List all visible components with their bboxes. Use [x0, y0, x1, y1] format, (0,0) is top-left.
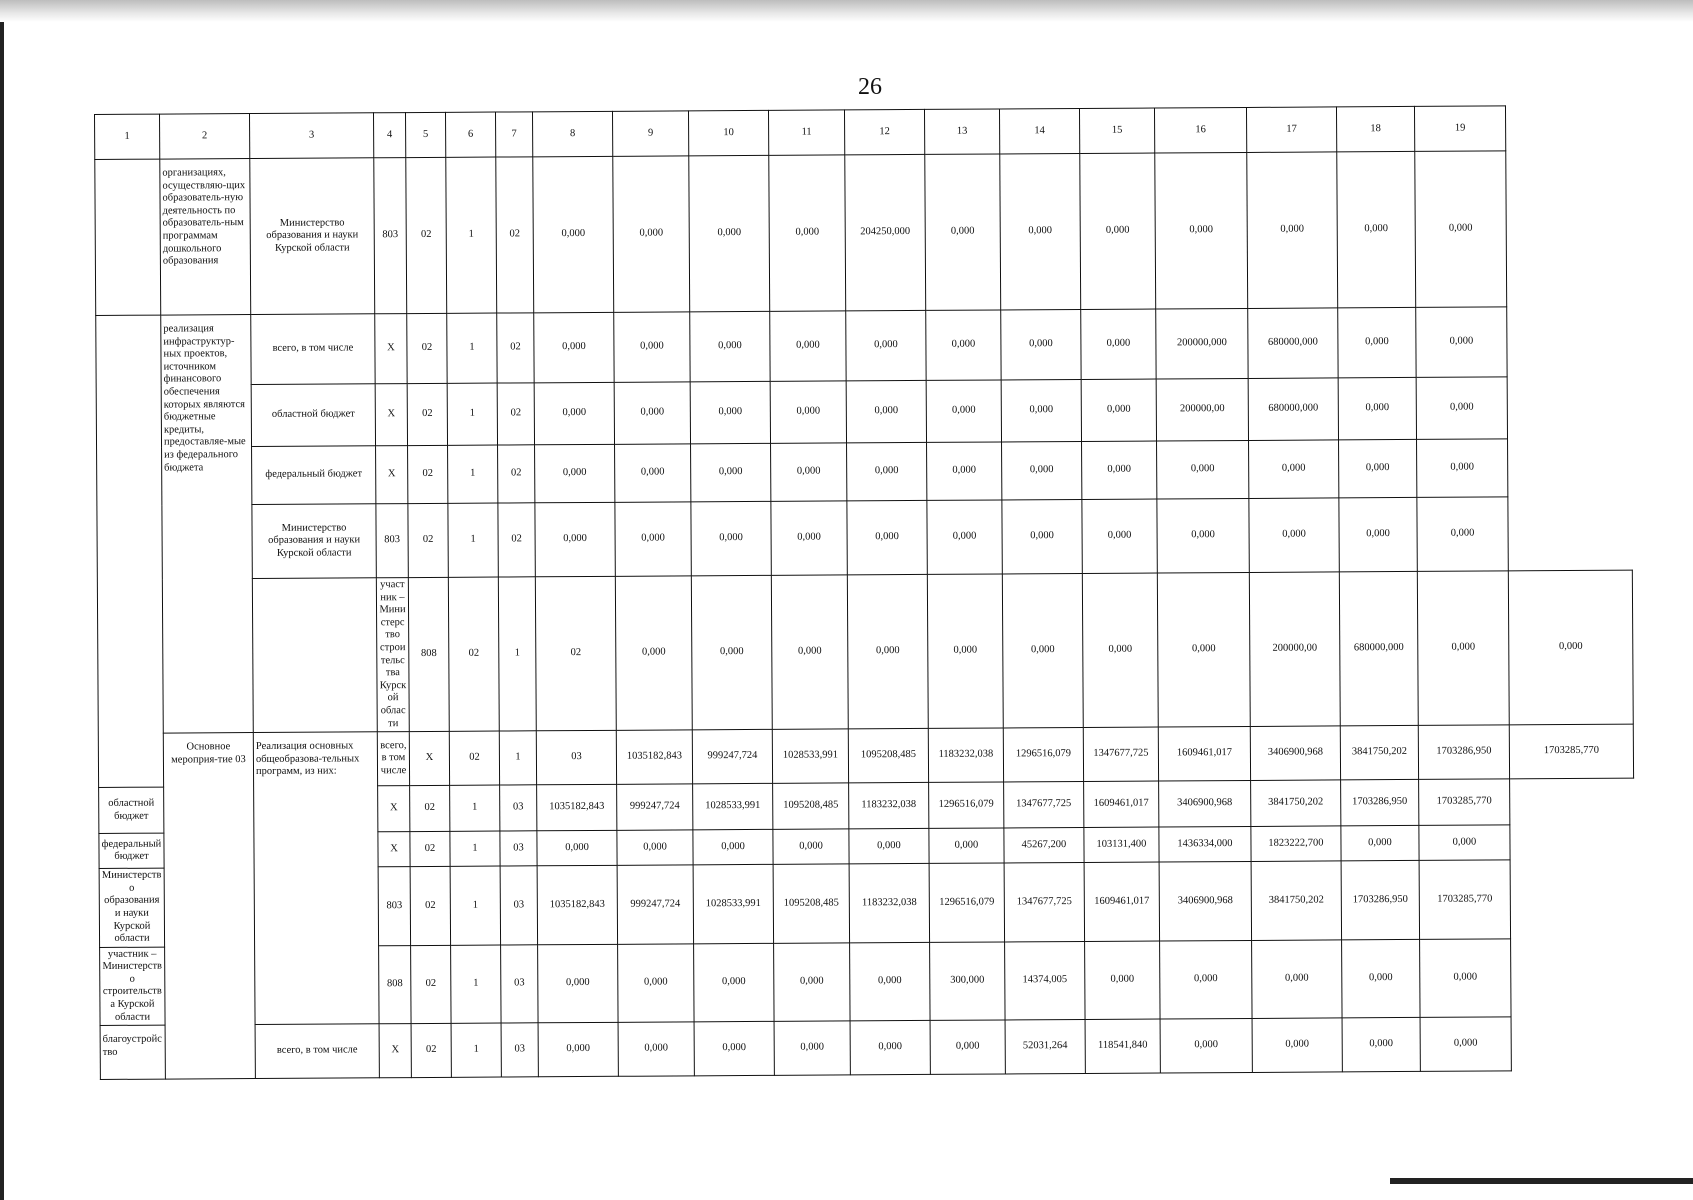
value-cell: 1703286,950 [1418, 725, 1509, 780]
code-cell: 03 [536, 730, 616, 784]
header-cell: 1 [95, 114, 160, 159]
value-cell: 0,000 [930, 1020, 1005, 1074]
value-cell: 0,000 [1160, 1019, 1252, 1074]
source-cell: Министерство образования и науки Курской области [99, 868, 164, 947]
table-row [95, 150, 1631, 315]
value-cell: 0,000 [534, 382, 614, 444]
source-cell: всего, в том числе [377, 732, 409, 786]
code-cell: 1 [447, 383, 497, 445]
header-cell: 19 [1414, 106, 1505, 152]
code-cell: 02 [411, 1024, 451, 1078]
measure-name-cell: благоустройство [100, 1025, 165, 1079]
value-cell: 200000,00 [1156, 378, 1248, 441]
code-cell: 02 [411, 945, 451, 1024]
table-row [97, 496, 1632, 579]
code-cell: 02 [496, 157, 534, 313]
value-cell: 3841750,202 [1340, 726, 1418, 780]
header-cell: 17 [1246, 107, 1336, 153]
code-cell: Х [409, 731, 449, 785]
value-cell: 0,000 [534, 312, 614, 382]
value-cell: 0,000 [1082, 441, 1157, 499]
value-cell: 1296516,079 [1003, 728, 1083, 782]
header-cell: 7 [495, 112, 532, 157]
value-cell: 1183232,038 [849, 783, 929, 829]
value-cell: 0,000 [773, 829, 849, 864]
value-cell: 0,000 [1342, 1018, 1420, 1072]
value-cell: 0,000 [1338, 307, 1416, 377]
value-cell: 1347677,725 [1083, 727, 1158, 781]
code-cell: 808 [408, 577, 449, 731]
value-cell: 1035182,843 [537, 865, 617, 944]
code-cell: 1 [448, 445, 498, 503]
code-cell: 02 [497, 383, 534, 445]
code-cell: 02 [497, 313, 534, 383]
code-cell: 02 [410, 866, 450, 945]
value-cell: 0,000 [537, 830, 617, 865]
value-cell: 0,000 [849, 829, 929, 864]
code-cell: 02 [410, 785, 450, 831]
value-cell: 0,000 [846, 380, 926, 442]
value-cell: 0,000 [535, 502, 615, 576]
code-cell: 02 [535, 576, 616, 731]
value-cell: 0,000 [774, 1021, 850, 1075]
value-cell: 0,000 [927, 574, 1003, 729]
value-cell: 0,000 [1417, 497, 1508, 572]
value-cell: 0,000 [535, 444, 615, 502]
scan-border-top [0, 0, 1693, 22]
value-cell: 680000,000 [1248, 378, 1338, 441]
value-cell: 1823222,700 [1251, 826, 1341, 862]
value-cell: 0,000 [1082, 499, 1157, 573]
value-cell: 0,000 [615, 576, 692, 731]
value-cell: 0,000 [1339, 439, 1417, 497]
value-cell: 0,000 [847, 500, 927, 574]
value-cell: 0,000 [694, 1022, 774, 1076]
table-row [96, 306, 1631, 385]
value-cell: 0,000 [1416, 307, 1507, 378]
source-cell: федеральный бюджет [99, 833, 164, 868]
code-cell: 02 [449, 731, 499, 785]
value-cell: 0,000 [1000, 153, 1081, 309]
value-cell: 0,000 [614, 312, 690, 382]
code-cell: 1 [450, 831, 500, 866]
value-cell: 0,000 [850, 942, 930, 1021]
source-cell: участник – Министерство строительства Курской области [100, 947, 165, 1026]
code-cell: Х [378, 832, 410, 867]
value-cell: 0,000 [691, 443, 771, 501]
value-cell: 1095208,485 [773, 864, 849, 943]
value-cell: 0,000 [770, 311, 846, 381]
code-cell: 02 [408, 445, 448, 503]
value-cell: 0,000 [1002, 573, 1083, 728]
value-cell: 0,000 [1085, 941, 1160, 1020]
value-cell: 0,000 [1081, 309, 1156, 379]
source-cell: всего, в том числе [251, 314, 375, 385]
header-cell: 10 [688, 110, 768, 155]
code-cell: Х [378, 786, 410, 832]
value-cell: 0,000 [1081, 379, 1156, 441]
value-cell: 0,000 [850, 1021, 930, 1075]
value-cell: 0,000 [1001, 309, 1081, 379]
value-cell: 0,000 [1082, 573, 1158, 728]
header-cell: 14 [999, 108, 1079, 153]
measure-name-cell: организациях, осуществляю-щих образователь-ную деятельность по образователь-ным программам дошкольного образования [160, 159, 251, 316]
value-cell: 3841750,202 [1251, 780, 1341, 827]
value-cell: 0,000 [618, 1022, 694, 1076]
value-cell: 0,000 [1339, 497, 1417, 571]
value-cell: 45267,200 [1004, 828, 1084, 863]
value-cell: 200000,00 [1249, 572, 1340, 727]
header-cell: 11 [768, 110, 844, 155]
value-cell: 1703285,770 [1419, 779, 1510, 826]
code-cell: 03 [501, 1023, 538, 1077]
header-cell: 6 [445, 112, 495, 157]
value-cell: 0,000 [1252, 940, 1342, 1019]
header-cell: 12 [844, 109, 924, 154]
code-cell: 02 [407, 383, 447, 445]
value-cell: 1609461,017 [1084, 781, 1159, 827]
value-cell: 0,000 [1417, 439, 1508, 498]
value-cell: 1183232,038 [928, 728, 1003, 782]
value-cell: 0,000 [769, 155, 846, 311]
source-cell: участник – Министерство строительства Курской области [376, 578, 409, 732]
value-cell: 14374,005 [1005, 941, 1085, 1020]
value-cell: 0,000 [690, 381, 770, 443]
value-cell: 0,000 [1416, 377, 1507, 440]
value-cell: 0,000 [1338, 377, 1416, 439]
header-cell: 3 [250, 113, 374, 159]
value-cell: 0,000 [1252, 1018, 1342, 1073]
value-cell: 0,000 [1155, 152, 1248, 309]
value-cell: 0,000 [615, 444, 691, 502]
value-cell: 999247,724 [692, 729, 772, 783]
value-cell: 0,000 [613, 156, 690, 312]
value-cell: 0,000 [691, 501, 771, 575]
value-cell: 200000,000 [1156, 308, 1248, 379]
value-cell: 0,000 [1080, 153, 1156, 309]
code-cell: Х [375, 314, 407, 384]
value-cell: 1436334,000 [1159, 827, 1251, 863]
code-cell: 03 [500, 785, 537, 831]
value-cell: 0,000 [614, 382, 690, 444]
code-cell: 02 [407, 313, 447, 383]
value-cell: 0,000 [770, 381, 846, 443]
page-number: 26 [858, 74, 882, 100]
value-cell: 0,000 [615, 502, 691, 576]
scan-border-bottom [1390, 1178, 1693, 1184]
code-cell: 1 [451, 1023, 501, 1077]
value-cell: 0,000 [926, 380, 1001, 442]
value-cell: 300,000 [930, 942, 1005, 1021]
value-cell: 0,000 [1157, 572, 1250, 727]
value-cell: 0,000 [1160, 940, 1252, 1019]
value-cell: 0,000 [1247, 152, 1338, 309]
value-cell: 1028533,991 [693, 783, 773, 829]
code-cell: 1 [450, 785, 500, 831]
value-cell: 0,000 [846, 310, 926, 380]
value-cell: 0,000 [1420, 1017, 1511, 1072]
value-cell: 52031,264 [1005, 1020, 1085, 1074]
code-cell: 1 [448, 503, 498, 577]
source-cell: областной бюджет [251, 384, 375, 447]
value-cell: 680000,000 [1248, 308, 1338, 379]
value-cell: 0,000 [926, 310, 1001, 380]
value-cell: 0,000 [1508, 570, 1633, 725]
value-cell: 0,000 [1157, 440, 1249, 499]
value-cell: 1703286,950 [1341, 861, 1419, 940]
code-cell: 02 [406, 157, 447, 313]
value-cell: 1347677,725 [1004, 782, 1084, 828]
header-cell: 16 [1154, 107, 1246, 153]
header-cell: 8 [532, 111, 612, 156]
value-cell: 1347677,725 [1004, 863, 1084, 942]
code-cell: 1 [450, 866, 500, 945]
value-cell: 999247,724 [617, 865, 693, 944]
value-cell: 0,000 [1337, 151, 1416, 307]
value-cell: 3406900,968 [1159, 781, 1251, 828]
value-cell: 0,000 [691, 575, 772, 730]
table-row [98, 724, 1633, 787]
value-cell: 1703285,770 [1509, 724, 1633, 779]
value-cell: 1095208,485 [773, 783, 849, 829]
value-cell: 0,000 [694, 943, 774, 1022]
source-cell: федеральный бюджет [252, 446, 376, 505]
col1-cell [95, 159, 161, 315]
value-cell: 204250,000 [845, 154, 926, 310]
source-cell: Министерство образования и науки Курской области [252, 504, 376, 579]
value-cell: 3841750,202 [1251, 861, 1341, 940]
value-cell: 0,000 [929, 828, 1004, 863]
value-cell: 103131,400 [1084, 827, 1159, 862]
code-cell: 803 [376, 504, 408, 578]
code-cell: 808 [379, 945, 411, 1024]
header-cell: 2 [160, 114, 250, 160]
code-cell: 03 [500, 831, 537, 866]
code-cell: 03 [501, 944, 538, 1023]
code-cell: 1 [447, 313, 497, 383]
value-cell: 0,000 [774, 943, 850, 1022]
code-cell: Х [379, 1024, 411, 1078]
value-cell: 0,000 [1341, 826, 1419, 861]
value-cell: 0,000 [1419, 825, 1510, 861]
value-cell: 3406900,968 [1250, 726, 1340, 781]
value-cell: 1095208,485 [848, 729, 928, 783]
value-cell: 0,000 [1249, 440, 1339, 499]
code-cell: 803 [378, 867, 410, 946]
code-cell: 1 [498, 577, 536, 731]
header-cell: 18 [1336, 106, 1414, 151]
value-cell: 0,000 [1342, 939, 1420, 1018]
value-cell: 1296516,079 [929, 863, 1004, 942]
code-cell: 02 [448, 577, 499, 731]
value-cell: 1609461,017 [1084, 862, 1159, 941]
header-cell: 15 [1079, 108, 1154, 153]
source-cell: Министерство образования и науки Курской области [250, 158, 375, 315]
value-cell: 0,000 [1001, 379, 1081, 441]
value-cell: 1703285,770 [1419, 860, 1510, 939]
code-cell: Х [375, 384, 407, 446]
code-cell: 02 [498, 445, 535, 503]
value-cell: 0,000 [693, 829, 773, 864]
code-cell: 803 [374, 158, 407, 314]
value-cell: 0,000 [1002, 441, 1082, 499]
value-cell: 0,000 [771, 501, 847, 575]
value-cell: 1703286,950 [1341, 780, 1419, 826]
value-cell: 0,000 [533, 156, 614, 312]
source-cell: всего, в том числе [255, 1024, 379, 1079]
source-cell: областной бюджет [99, 787, 164, 833]
code-cell: Х [376, 446, 408, 504]
value-cell: 1028533,991 [693, 864, 773, 943]
measure-name-cell: реализация инфраструктур-ных проектов, источником финансового обеспечения которых являются бюджетные кредиты, предоставляе-мые из федерального бюджета [161, 315, 254, 734]
budget-table-sheet [94, 105, 1636, 1081]
value-cell: 680000,000 [1339, 571, 1418, 726]
value-cell: 0,000 [1417, 571, 1509, 726]
code-cell: 03 [500, 866, 537, 945]
value-cell: 999247,724 [617, 784, 693, 830]
value-cell: 0,000 [1002, 499, 1082, 573]
value-cell: 0,000 [925, 154, 1001, 310]
table-row [100, 1016, 1635, 1079]
code-cell: 1 [446, 157, 497, 313]
table-row [96, 376, 1631, 447]
header-cell: 4 [373, 113, 405, 158]
value-cell: 1028533,991 [772, 729, 848, 783]
table-row [97, 438, 1632, 505]
value-cell: 0,000 [771, 575, 848, 730]
value-cell: 0,000 [1157, 498, 1249, 573]
budget-table [94, 105, 1636, 1081]
value-cell: 0,000 [1420, 939, 1511, 1018]
header-cell: 5 [405, 112, 445, 157]
scan-border-left [0, 22, 4, 1200]
measure-name-cell: Реализация основных общеобразова-тельных программ, из них: [253, 732, 379, 1025]
value-cell: 0,000 [847, 442, 927, 500]
value-cell: 0,000 [847, 574, 928, 729]
code-cell: 1 [499, 731, 536, 785]
value-cell: 0,000 [771, 443, 847, 501]
code-cell: 1 [451, 945, 501, 1024]
value-cell: 0,000 [617, 830, 693, 865]
value-cell: 1035182,843 [616, 730, 692, 784]
code-cell: 02 [410, 831, 450, 866]
value-cell: 0,000 [1249, 498, 1339, 573]
value-cell: 0,000 [927, 442, 1002, 500]
code-cell: 02 [408, 503, 448, 577]
value-cell: 0,000 [689, 155, 770, 311]
code-cell: 02 [498, 503, 535, 577]
value-cell: 3406900,968 [1159, 862, 1251, 941]
value-cell: 1183232,038 [849, 864, 929, 943]
header-cell: 9 [612, 111, 688, 156]
value-cell: 1609461,017 [1158, 727, 1250, 782]
header-cell: 13 [924, 109, 999, 154]
activity-cell: Основное мероприя-тие 03 [163, 733, 255, 1080]
value-cell: 1296516,079 [929, 782, 1004, 828]
col2-cell [252, 578, 377, 733]
col1-cell [96, 315, 164, 788]
value-cell: 0,000 [538, 944, 618, 1023]
value-cell: 0,000 [690, 311, 770, 381]
table-row [97, 570, 1633, 733]
value-cell: 0,000 [618, 944, 694, 1023]
value-cell: 118541,840 [1085, 1019, 1160, 1073]
value-cell: 0,000 [538, 1023, 618, 1077]
value-cell: 0,000 [927, 500, 1002, 574]
value-cell: 0,000 [1415, 151, 1507, 308]
value-cell: 1035182,843 [537, 784, 617, 830]
